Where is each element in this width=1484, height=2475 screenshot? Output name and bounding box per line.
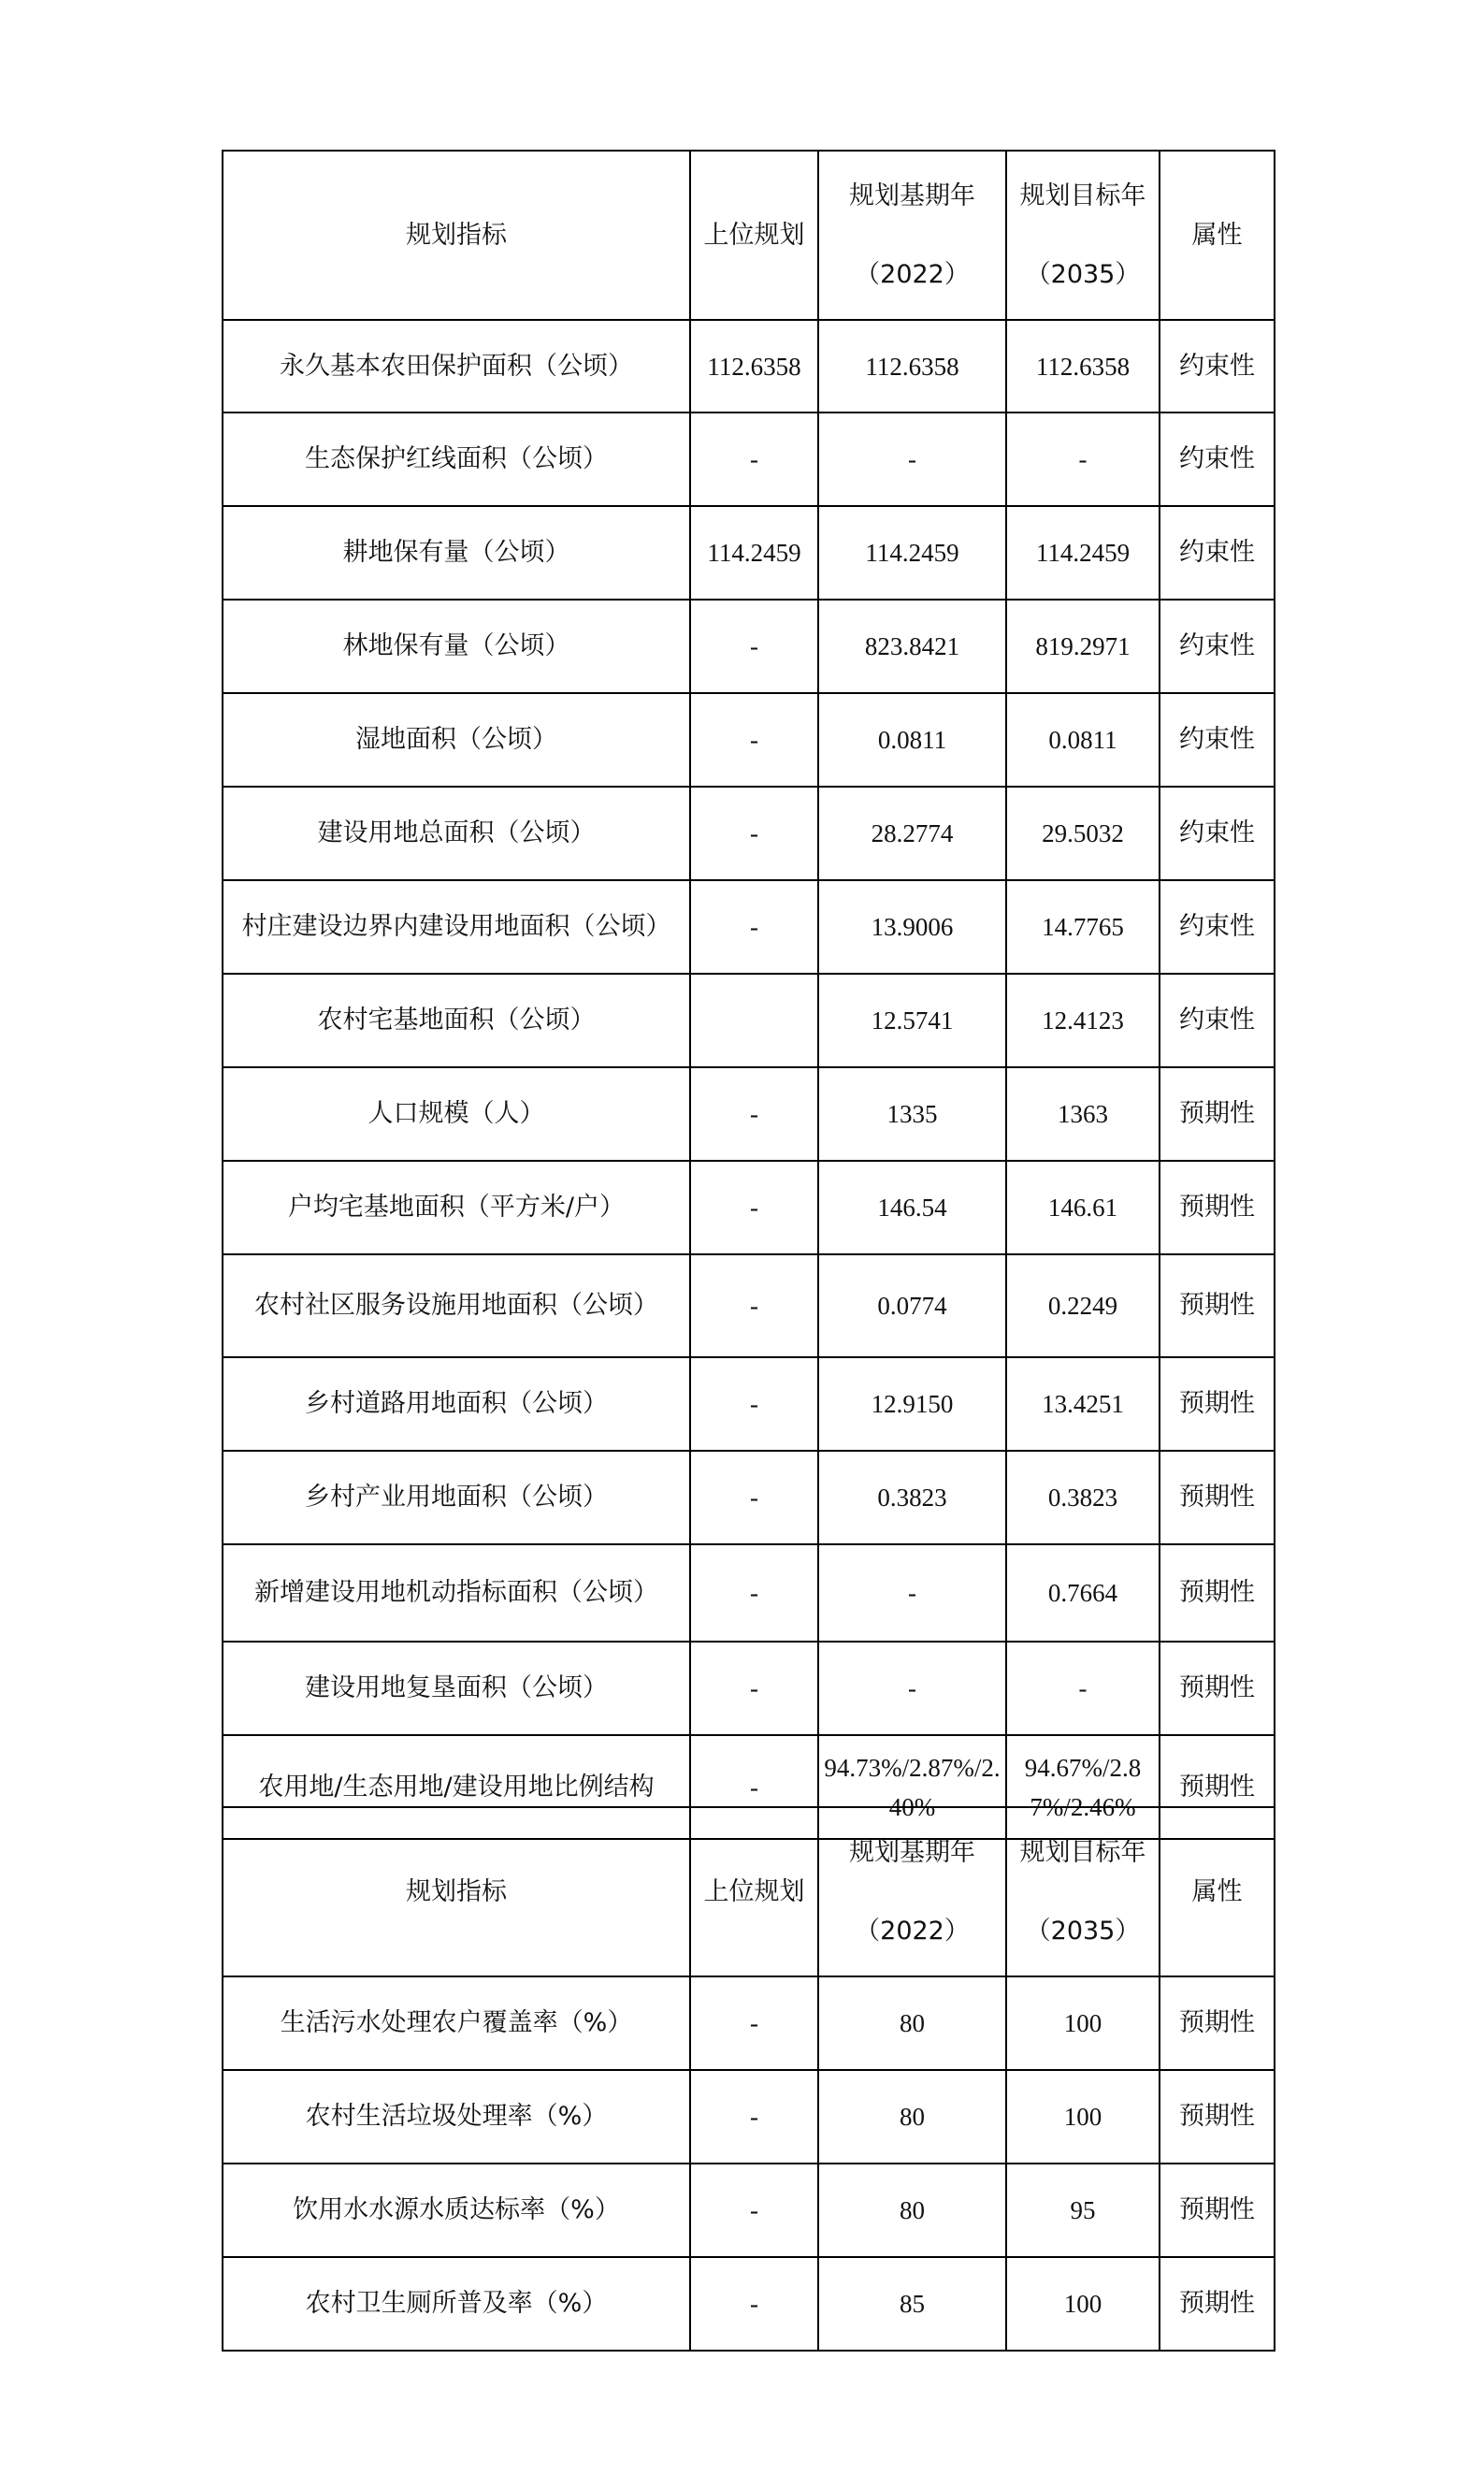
upper-plan-value-cell: - [690, 1451, 818, 1544]
target-year-value-cell: - [1006, 412, 1160, 506]
target-year-value-cell: 94.67%/2.87%/2.46% [1006, 1735, 1160, 1839]
table-row [223, 880, 1275, 974]
target-year-value-cell: 95 [1006, 2164, 1160, 2257]
table-row [223, 1357, 1275, 1451]
indicator-name-cell: 农用地/生态用地/建设用地比例结构 [223, 1735, 690, 1839]
upper-plan-value-cell: - [690, 2257, 818, 2351]
indicator-name-cell: 农村卫生厕所普及率（%） [223, 2257, 690, 2351]
upper-plan-value-cell: - [690, 2164, 818, 2257]
header-attribute: 属性 [1160, 1807, 1275, 1976]
base-year-value-cell: 12.9150 [818, 1357, 1006, 1451]
table-row [223, 1451, 1275, 1544]
upper-plan-value-cell: 112.6358 [690, 320, 818, 412]
attribute-cell: 预期性 [1160, 2164, 1275, 2257]
table-row [223, 320, 1275, 412]
base-year-value-cell: 823.8421 [818, 600, 1006, 693]
target-year-value-cell: 819.2971 [1006, 600, 1160, 693]
indicator-name-cell: 农村宅基地面积（公顷） [223, 974, 690, 1067]
base-year-value-cell: - [818, 1544, 1006, 1642]
base-year-value-cell: 85 [818, 2257, 1006, 2351]
upper-plan-value-cell: - [690, 1254, 818, 1357]
base-year-value-cell: 114.2459 [818, 506, 1006, 600]
base-year-value-cell: 0.3823 [818, 1451, 1006, 1544]
livability-indicators-table [222, 1806, 1275, 2352]
attribute-cell: 预期性 [1160, 2257, 1275, 2351]
base-year-value-cell: 80 [818, 1976, 1006, 2070]
table-row [223, 2164, 1275, 2257]
table-header-row [223, 151, 1275, 320]
table-header-row [223, 1807, 1275, 1976]
target-year-value-cell: 12.4123 [1006, 974, 1160, 1067]
target-year-value-cell: - [1006, 1642, 1160, 1735]
table-row [223, 974, 1275, 1067]
base-year-value-cell: 0.0811 [818, 693, 1006, 787]
target-year-value-cell: 14.7765 [1006, 880, 1160, 974]
upper-plan-value-cell: - [690, 787, 818, 880]
table-row [223, 787, 1275, 880]
upper-plan-value-cell [690, 974, 818, 1067]
attribute-cell: 预期性 [1160, 1544, 1275, 1642]
indicator-name-cell: 林地保有量（公顷） [223, 600, 690, 693]
indicator-name-cell: 生态保护红线面积（公顷） [223, 412, 690, 506]
header-indicator: 规划指标 [223, 151, 690, 320]
target-year-value-cell: 112.6358 [1006, 320, 1160, 412]
upper-plan-value-cell: - [690, 693, 818, 787]
upper-plan-value-cell: - [690, 600, 818, 693]
upper-plan-value-cell: - [690, 1357, 818, 1451]
target-year-value-cell: 0.2249 [1006, 1254, 1160, 1357]
upper-plan-value-cell: - [690, 1161, 818, 1254]
header-base-year: 规划基期年 （2022） [818, 151, 1006, 320]
target-year-value-cell: 13.4251 [1006, 1357, 1160, 1451]
attribute-cell: 约束性 [1160, 600, 1275, 693]
indicator-name-cell: 建设用地总面积（公顷） [223, 787, 690, 880]
target-year-value-cell: 29.5032 [1006, 787, 1160, 880]
header-indicator: 规划指标 [223, 1807, 690, 1976]
attribute-cell: 约束性 [1160, 320, 1275, 412]
upper-plan-value-cell: - [690, 1642, 818, 1735]
target-year-value-cell: 114.2459 [1006, 506, 1160, 600]
indicator-name-cell: 乡村产业用地面积（公顷） [223, 1451, 690, 1544]
indicator-name-cell: 饮用水水源水质达标率（%） [223, 2164, 690, 2257]
attribute-cell: 预期性 [1160, 1735, 1275, 1839]
attribute-cell: 约束性 [1160, 412, 1275, 506]
attribute-cell: 预期性 [1160, 1642, 1275, 1735]
header-target-year: 规划目标年 （2035） [1006, 151, 1160, 320]
target-year-value-cell: 1363 [1006, 1067, 1160, 1161]
upper-plan-value-cell: - [690, 1735, 818, 1839]
table-row [223, 506, 1275, 600]
base-year-value-cell: 1335 [818, 1067, 1006, 1161]
indicator-name-cell: 乡村道路用地面积（公顷） [223, 1357, 690, 1451]
base-year-value-cell: 80 [818, 2070, 1006, 2164]
base-year-value-cell: 146.54 [818, 1161, 1006, 1254]
indicator-name-cell: 生活污水处理农户覆盖率（%） [223, 1976, 690, 2070]
indicator-name-cell: 农村社区服务设施用地面积（公顷） [223, 1254, 690, 1357]
header-upper-plan: 上位规划 [690, 151, 818, 320]
base-year-value-cell: 80 [818, 2164, 1006, 2257]
indicator-name-cell: 农村生活垃圾处理率（%） [223, 2070, 690, 2164]
attribute-cell: 预期性 [1160, 1067, 1275, 1161]
header-attribute: 属性 [1160, 151, 1275, 320]
attribute-cell: 预期性 [1160, 1161, 1275, 1254]
indicator-name-cell: 人口规模（人） [223, 1067, 690, 1161]
table-row [223, 2257, 1275, 2351]
attribute-cell: 约束性 [1160, 974, 1275, 1067]
indicator-name-cell: 村庄建设边界内建设用地面积（公顷） [223, 880, 690, 974]
table-row [223, 1067, 1275, 1161]
upper-plan-value-cell: 114.2459 [690, 506, 818, 600]
attribute-cell: 预期性 [1160, 1451, 1275, 1544]
upper-plan-value-cell: - [690, 412, 818, 506]
table-row [223, 412, 1275, 506]
table-row [223, 1544, 1275, 1642]
indicator-name-cell: 耕地保有量（公顷） [223, 506, 690, 600]
table-row [223, 1642, 1275, 1735]
table-row [223, 600, 1275, 693]
upper-plan-value-cell: - [690, 1544, 818, 1642]
indicator-name-cell: 永久基本农田保护面积（公顷） [223, 320, 690, 412]
target-year-value-cell: 100 [1006, 1976, 1160, 2070]
upper-plan-value-cell: - [690, 2070, 818, 2164]
target-year-value-cell: 146.61 [1006, 1161, 1160, 1254]
attribute-cell: 约束性 [1160, 880, 1275, 974]
attribute-cell: 预期性 [1160, 1254, 1275, 1357]
target-year-value-cell: 0.3823 [1006, 1451, 1160, 1544]
base-year-value-cell: 12.5741 [818, 974, 1006, 1067]
indicator-name-cell: 湿地面积（公顷） [223, 693, 690, 787]
base-year-value-cell: 112.6358 [818, 320, 1006, 412]
header-target-year: 规划目标年 （2035） [1006, 1807, 1160, 1976]
target-year-value-cell: 100 [1006, 2070, 1160, 2164]
attribute-cell: 约束性 [1160, 506, 1275, 600]
base-year-value-cell: 0.0774 [818, 1254, 1006, 1357]
base-year-value-cell: - [818, 1642, 1006, 1735]
header-base-year: 规划基期年 （2022） [818, 1807, 1006, 1976]
target-year-value-cell: 100 [1006, 2257, 1160, 2351]
indicator-name-cell: 新增建设用地机动指标面积（公顷） [223, 1544, 690, 1642]
target-year-value-cell: 0.0811 [1006, 693, 1160, 787]
attribute-cell: 约束性 [1160, 693, 1275, 787]
attribute-cell: 预期性 [1160, 1357, 1275, 1451]
table-row [223, 1254, 1275, 1357]
base-year-value-cell: 13.9006 [818, 880, 1006, 974]
table-row [223, 1161, 1275, 1254]
attribute-cell: 约束性 [1160, 787, 1275, 880]
base-year-value-cell: 28.2774 [818, 787, 1006, 880]
indicator-name-cell: 建设用地复垦面积（公顷） [223, 1642, 690, 1735]
header-upper-plan: 上位规划 [690, 1807, 818, 1976]
planning-indicators-table [222, 150, 1275, 1840]
target-year-value-cell: 0.7664 [1006, 1544, 1160, 1642]
upper-plan-value-cell: - [690, 880, 818, 974]
upper-plan-value-cell: - [690, 1976, 818, 2070]
indicator-name-cell: 户均宅基地面积（平方米/户） [223, 1161, 690, 1254]
base-year-value-cell: - [818, 412, 1006, 506]
table-row [223, 1976, 1275, 2070]
base-year-value-cell: 94.73%/2.87%/2.40% [818, 1735, 1006, 1839]
table-row [223, 2070, 1275, 2164]
table-row [223, 693, 1275, 787]
attribute-cell: 预期性 [1160, 2070, 1275, 2164]
attribute-cell: 预期性 [1160, 1976, 1275, 2070]
upper-plan-value-cell: - [690, 1067, 818, 1161]
